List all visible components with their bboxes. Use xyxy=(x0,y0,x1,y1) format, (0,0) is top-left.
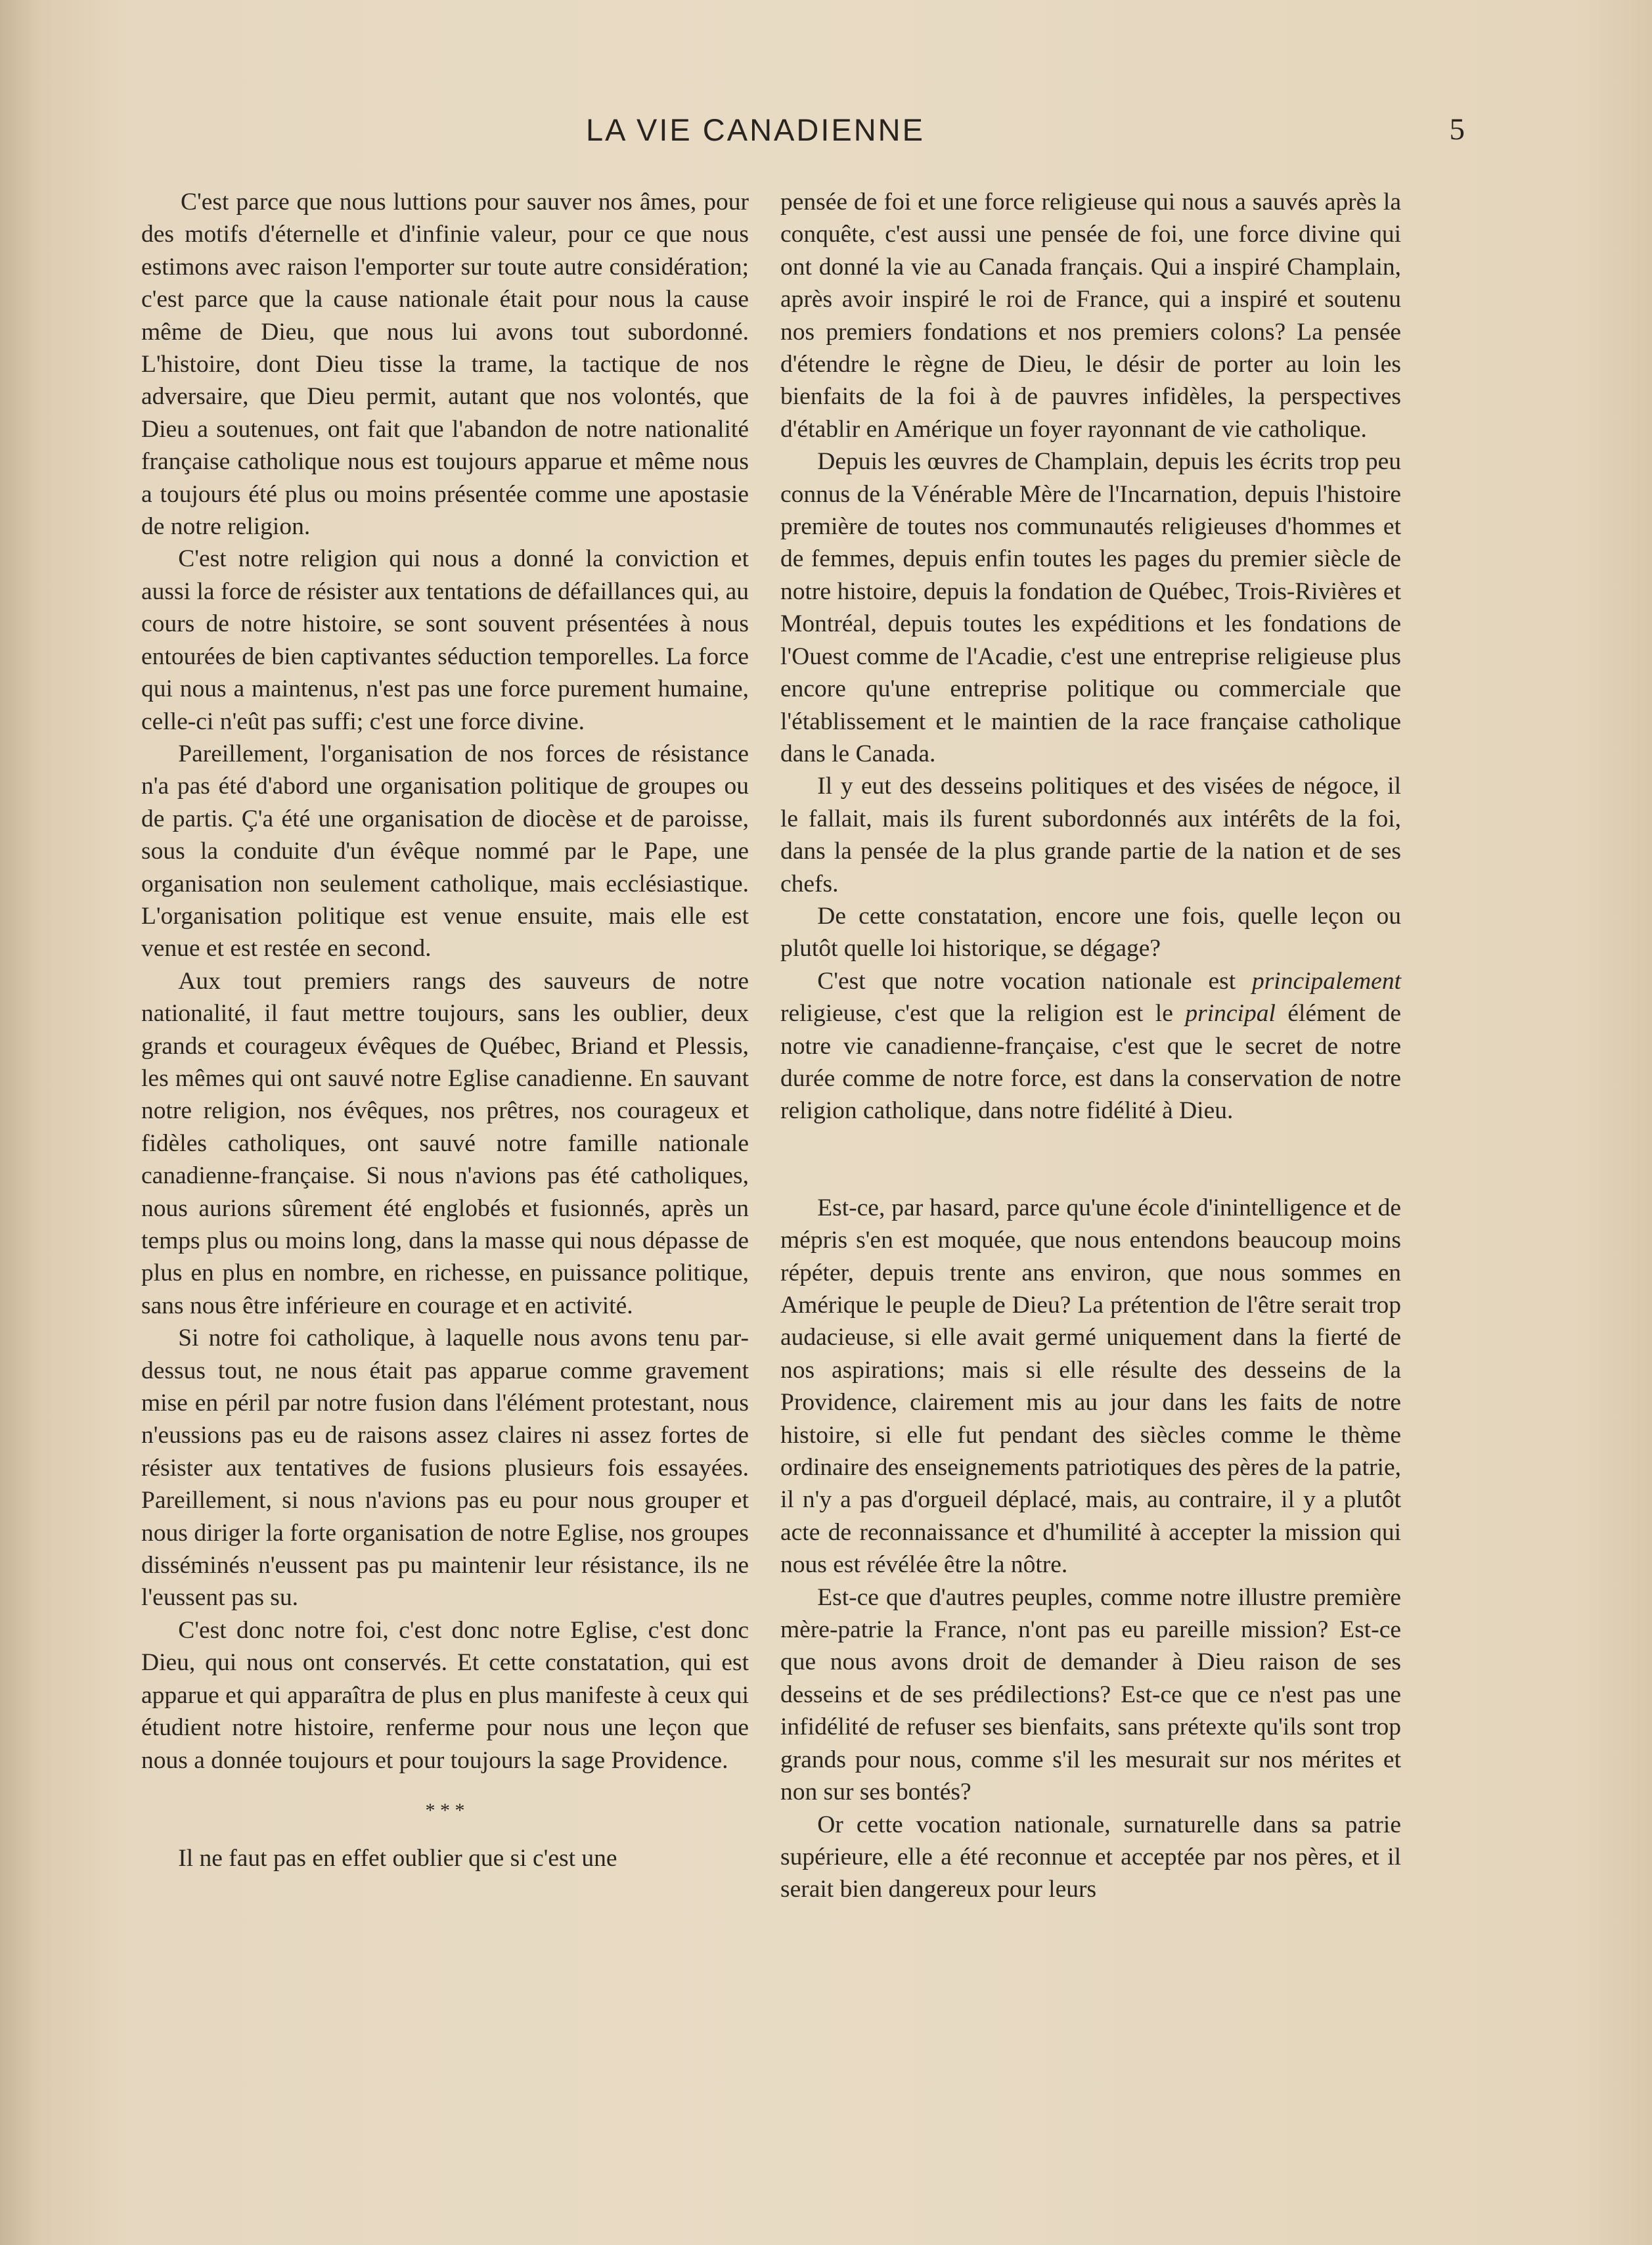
left-column xyxy=(141,186,749,1874)
paragraph: Si notre foi catholique, à laquelle nous avons tenu par-dessus tout, ne nous était pas apparue comme gravement mise en péril par notre fusion dans l'élément protestant, nous n'eussions pas eu de raisons assez claires ni assez fortes de résister aux tentatives de fusions plusieurs fois essayées. Pareillement, si nous n'avions pas eu pour nous grouper et nous diriger la forte organisation de notre Eglise, nos groupes disséminés n'eussent pas pu maintenir leur résistance, ils ne l'eussent pas su. xyxy=(141,1325,749,1612)
paragraph: C'est donc notre foi, c'est donc notre Eglise, c'est donc Dieu, qui nous ont conservés. Et cette constatation, qui est apparue et qui apparaîtra de plus en plus manifeste à ceux qui étudient notre histoire, renferme pour nous une leçon que nous a donnée toujours et pour toujours la sage Providence. xyxy=(141,1616,749,1774)
right-column xyxy=(780,186,1401,1906)
paragraph: pensée de foi et une force religieuse qui nous a sauvés après la conquête, c'est aussi une pensée de foi, une force divine qui ont donné la vie au Canada français. Qui a inspiré Champlain, après avoir inspiré le roi de France, qui a inspiré et soutenu nos premiers fondations et nos premiers colons? La pensée d'étendre le règne de Dieu, le désir de porter au loin les bienfaits de la foi à de pauvres infidèles, la perspectives d'établir en Amérique un foyer rayonnant de vie catholique. xyxy=(780,189,1401,443)
paragraph: C'est parce que nous luttions pour sauver nos âmes, pour des motifs d'éternelle et d'infinie valeur, pour ce que nous estimons avec raison l'emporter sur toute autre considération; c'est parce que la cause nationale était pour nous la cause même de Dieu, que nous lui avons tout subordonné. L'histoire, dont Dieu tisse la trame, la tactique de nos adversaire, que Dieu permit, autant que nos volontés, que Dieu a soutenues, ont fait que l'abandon de notre nationalité française catholique nous est toujours apparue et même nous a toujours été plus ou moins présentée comme une apostasie de notre religion. xyxy=(141,189,749,541)
running-title: LA VIE CANADIENNE xyxy=(586,112,925,147)
section-break xyxy=(780,1127,1401,1192)
page-header xyxy=(0,112,1652,158)
paragraph: Est-ce que d'autres peuples, comme notre illustre première mère-patrie la France, n'ont pas eu pareille mission? Est-ce que nous avons droit de demander à Dieu raison de ses desseins et de ses prédilections? Est-ce que ce n'est pas une infidélité de refuser ses bienfaits, sans prétexte qu'ils sont trop grands pour nous, comme s'il les mesurait sur nos mérites et non sur ses bontés? xyxy=(780,1583,1401,1806)
text-run: C'est que notre vocation nationale est xyxy=(817,967,1252,995)
paragraph: C'est notre religion qui nous a donné la conviction et aussi la force de résister aux tentations de défaillances qui, au cours de notre histoire, se sont souvent présentées à nous entourées de bien captivantes séduction temporelles. La force qui nous a maintenus, n'est pas une force purement humaine, celle-ci n'eût pas suffi; c'est une force divine. xyxy=(141,545,749,735)
text-run: élément de notre vie canadienne-française, c'est que le secret de notre durée comme de notre force, est dans la conservation de notre religion catholique, dans notre fidélité à Dieu. xyxy=(780,1000,1401,1125)
paragraph: Pareillement, l'organisation de nos forces de résistance n'a pas été d'abord une organisation politique de groupes ou de partis. Ç'a été une organisation de diocèse et de paroisse, sous la conduite d'un évêque nommé par le Pape, une organisation non seulement catholique, mais ecclésiastique. L'organisation politique est venue ensuite, mais elle est venue et est restée en second. xyxy=(141,740,749,963)
italic-text: principal xyxy=(1185,1000,1276,1028)
italic-text: principalement xyxy=(1251,967,1401,995)
section-separator: * * * xyxy=(425,1799,465,1821)
paragraph: De cette constatation, encore une fois, quelle leçon ou plutôt quelle loi historique, se dégage? xyxy=(780,902,1401,963)
text-run: religieuse, c'est que la religion est le xyxy=(780,1000,1186,1028)
paragraph: Il ne faut pas en effet oublier que si c'est une xyxy=(178,1844,617,1872)
paragraph: Depuis les œuvres de Champlain, depuis les écrits trop peu connus de la Vénérable Mère de l'Incarnation, depuis l'histoire première de toutes nos communautés religieuses d'hommes et de femmes, depuis enfin toutes les pages du premier siècle de notre histoire, depuis la fondation de Québec, Trois-Rivières et Montréal, depuis toutes les expéditions et les fondations de l'Ouest comme de l'Acadie, c'est une entreprise religieuse plus encore qu'une entreprise politique ou commerciale que l'établissement et le maintien de la race française catholique dans le Canada. xyxy=(780,448,1401,767)
paragraph: Il y eut des desseins politiques et des visées de négoce, il le fallait, mais ils furent subordonnés aux intérêts de la foi, dans la pensée de la plus grande partie de la nation et de ses chefs. xyxy=(780,773,1401,897)
page-number: 5 xyxy=(1449,112,1465,147)
paragraph: Est-ce, par hasard, parce qu'une école d'inintelligence et de mépris s'en est moquée, que nous entendons beaucoup moins répéter, depuis trente ans environ, que nous sommes en Amérique le peuple de Dieu? La prétention de l'être serait trop audacieuse, si elle avait germé uniquement dans la fierté de nos aspirations; mais si elle résulte des desseins de la Providence, clairement mis au jour dans les faits de notre histoire, si elle fut pendant des siècles comme le thème ordinaire des enseignements patriotiques des pères de la patrie, il n'y a pas d'orgueil déplacé, mais, au contraire, il y a plutôt acte de reconnaissance et d'humilité à accepter la mission qui nous est révélée être la nôtre. xyxy=(780,1194,1401,1579)
paragraph: Aux tout premiers rangs des sauveurs de notre nationalité, il faut mettre toujours, sans les oublier, deux grands et courageux évêques de Québec, Briand et Plessis, les mêmes qui ont sauvé notre Eglise canadienne. En sauvant notre religion, nos évêques, nos prêtres, nos courageux et fidèles catholiques, ont sauvé notre famille nationale canadienne-française. Si nous n'avions pas été catholiques, nous aurions sûrement été englobés et fusionnés, après un temps plus ou moins long, dans la masse qui nous dépasse de plus en plus en nombre, en richesse, en puissance politique, sans nous être inférieure en courage et en activité. xyxy=(141,967,749,1319)
paragraph-vocation xyxy=(780,965,1401,1127)
paragraph: Or cette vocation nationale, surnaturelle dans sa patrie supérieure, elle a été reconnue et acceptée par nos pères, et il serait bien dangereux pour leurs xyxy=(780,1811,1401,1903)
